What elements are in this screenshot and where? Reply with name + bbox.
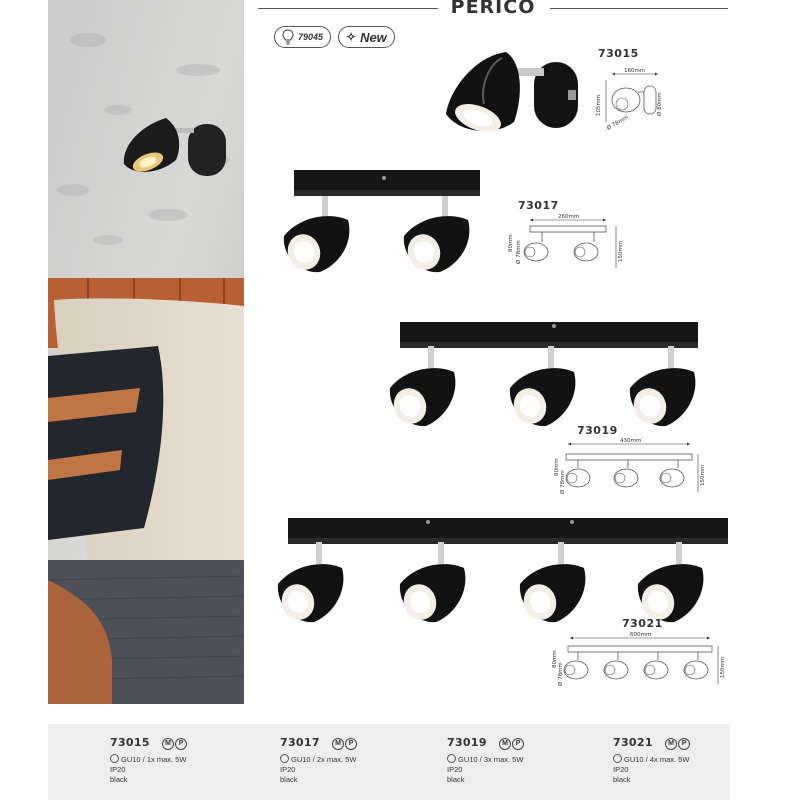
sparkle-icon: ✧ (346, 30, 357, 44)
new-badge-label: New (360, 29, 387, 45)
dimension-diagram-73017 (498, 212, 628, 276)
spec-code: 73019 (447, 736, 487, 749)
product-code-73019-label: 73019 (577, 424, 618, 437)
product-image-73021 (270, 516, 730, 632)
dim-73017-width: 260mm (558, 214, 580, 220)
bulb-badge-code: 79045 (298, 32, 324, 42)
spec-block-73017 (280, 738, 430, 785)
mark-m-icon: M (162, 738, 174, 750)
approval-marks (499, 738, 525, 750)
dim-73019-side: 80mm (554, 458, 560, 476)
bulb-spec-icon (447, 754, 456, 763)
product-image-73015 (440, 44, 590, 144)
product-image-73017 (274, 164, 488, 288)
mark-p-icon: P (678, 738, 690, 750)
approval-marks (162, 738, 188, 750)
approval-marks (332, 738, 358, 750)
spot-73021-1 (277, 542, 344, 624)
interior-photo-art (48, 0, 244, 704)
spec-code: 73017 (280, 736, 320, 749)
product-code-73015-label: 73015 (598, 47, 639, 60)
spec-code: 73021 (613, 736, 653, 749)
dim-73015-width: 160mm (624, 68, 646, 74)
dim-73015-plate: Ø 80mm (657, 92, 663, 116)
spec-code: 73015 (110, 736, 150, 749)
catalog-header (258, 0, 728, 20)
dim-73017-diameter: Ø 78mm (516, 240, 522, 264)
mark-p-icon: P (512, 738, 524, 750)
spot-73017-2 (403, 196, 470, 274)
dim-73019-height: 150mm (700, 464, 706, 486)
light-bulb-icon (282, 29, 294, 45)
product-image-73019 (388, 320, 708, 436)
title-rule-left (258, 8, 438, 9)
dim-73021-height: 150mm (720, 656, 726, 678)
dim-73015-height: 105mm (596, 94, 602, 116)
mark-p-icon: P (345, 738, 357, 750)
bulb-spec-icon (613, 754, 622, 763)
approval-marks (665, 738, 691, 750)
product-code-73017-label: 73017 (518, 199, 559, 212)
dim-73021-width: 600mm (630, 632, 652, 638)
dim-73021-diameter: Ø 78mm (558, 662, 564, 686)
interior-photo (48, 0, 244, 704)
spot-73019-1 (389, 346, 456, 428)
spec-color: black (447, 775, 465, 784)
mark-m-icon: M (665, 738, 677, 750)
spec-ip: IP20 (280, 765, 296, 774)
dimension-diagram-73015 (586, 64, 666, 134)
spot-73019-2 (509, 346, 576, 428)
mark-m-icon: M (332, 738, 344, 750)
spec-block-73015 (110, 738, 260, 785)
dimension-diagram-73019 (552, 436, 708, 498)
product-code-73021-label: 73021 (622, 617, 663, 630)
spec-ip: IP20 (110, 765, 126, 774)
dim-73021-side: 80mm (552, 650, 558, 668)
spec-line: GU10 / 2x max. 5W (291, 755, 357, 764)
spec-color: black (110, 775, 128, 784)
dim-73017-side: 80mm (508, 234, 514, 252)
spec-ip: IP20 (613, 765, 629, 774)
bulb-spec-icon (110, 754, 119, 763)
spec-ip: IP20 (447, 765, 463, 774)
spec-block-73019 (447, 738, 597, 785)
spot-73017-1 (283, 196, 350, 274)
spot-73021-2 (399, 542, 466, 624)
spec-line: GU10 / 1x max. 5W (121, 755, 187, 764)
spec-line: GU10 / 3x max. 5W (458, 755, 524, 764)
dim-73019-width: 430mm (620, 438, 642, 444)
spot-73021-4 (637, 542, 704, 624)
page-title: PERICO (450, 0, 536, 18)
dim-73015-diameter: Ø 78mm (606, 114, 630, 132)
spec-color: black (613, 775, 631, 784)
bulb-badge (274, 26, 331, 48)
spot-73019-3 (629, 346, 696, 428)
dim-73019-diameter: Ø 78mm (560, 470, 566, 494)
spec-line: GU10 / 4x max. 5W (624, 755, 690, 764)
dim-73017-height: 150mm (618, 240, 624, 262)
spec-block-73021 (613, 738, 763, 785)
bulb-spec-icon (280, 754, 289, 763)
spot-73021-3 (519, 542, 586, 624)
mark-m-icon: M (499, 738, 511, 750)
new-badge (338, 26, 395, 48)
spec-color: black (280, 775, 298, 784)
title-rule-right (550, 8, 728, 9)
mark-p-icon: P (175, 738, 187, 750)
dimension-diagram-73021 (550, 630, 730, 692)
